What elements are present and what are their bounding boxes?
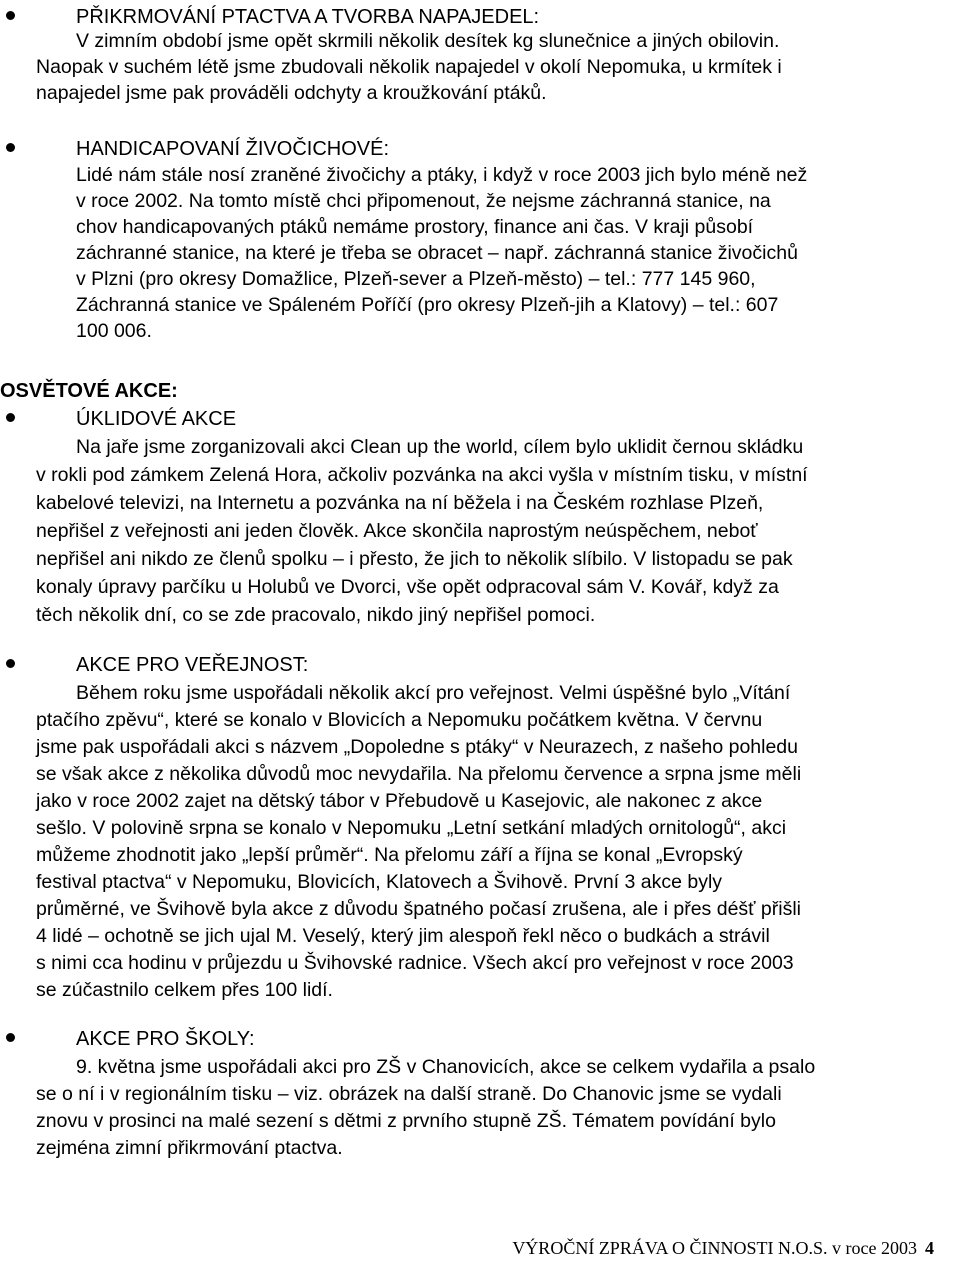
paragraph-line: Záchranná stanice ve Spáleném Poříčí (pro okresy Plzeň-jih a Klatovy) – tel.: 607 xyxy=(76,294,779,316)
bullet-icon xyxy=(6,143,15,152)
footer-title: VÝROČNÍ ZPRÁVA O ČINNOSTI N.O.S. v roce 2003 xyxy=(512,1238,917,1258)
paragraph-line: V zimním období jsme opět skrmili několik desítek kg slunečnice a jiných obilovin. xyxy=(76,30,780,52)
page-number: 4 xyxy=(925,1238,934,1258)
paragraph-line: se o ní i v regionálním tisku – viz. obrázek na další straně. Do Chanovic jsme se vydali xyxy=(36,1083,782,1105)
section-heading: ÚKLIDOVÉ AKCE xyxy=(76,408,237,430)
paragraph-line: Během roku jsme uspořádali několik akcí pro veřejnost. Velmi úspěšné bylo „Vítání xyxy=(76,682,791,704)
paragraph-line: jsme pak uspořádali akci s názvem „Dopoledne s ptáky“ v Neurazech, z našeho pohledu xyxy=(36,736,798,758)
bullet-icon xyxy=(6,11,15,20)
paragraph-line: festival ptactva“ v Nepomuku, Blovicích, Klatovech a Švihově. První 3 akce byly xyxy=(36,871,723,893)
paragraph-line: se však akce z několika důvodů moc nevydařila. Na přelomu července a srpna jsme měli xyxy=(36,763,802,785)
section-heading: HANDICAPOVANÍ ŽIVOČICHOVÉ: xyxy=(76,138,390,160)
paragraph-line: 4 lidé – ochotně se jich ujal M. Veselý, který jim alespoň řekl něco o budkách a strávil xyxy=(36,925,770,947)
paragraph-line: Na jaře jsme zorganizovali akci Clean up the world, cílem bylo uklidit černou skládku xyxy=(76,436,804,458)
paragraph-line: v roce 2002. Na tomto místě chci připomenout, že nejsme záchranná stanice, na xyxy=(76,190,771,212)
paragraph-line: jako v roce 2002 zajet na dětský tábor v Přebudově u Kasejovic, ale nakonec z akce xyxy=(36,790,763,812)
paragraph-line: konaly úpravy parčíku u Holubů ve Dvorci, vše opět odpracoval sám V. Kovář, když za xyxy=(36,576,779,598)
paragraph-line: znovu v prosinci na malé sezení s dětmi z prvního stupně ZŠ. Tématem povídání bylo xyxy=(36,1110,776,1132)
section-heading: AKCE PRO VEŘEJNOST: xyxy=(76,654,309,676)
paragraph-line: se zúčastnilo celkem přes 100 lidí. xyxy=(36,979,333,1001)
paragraph-line: v rokli pod zámkem Zelená Hora, ačkoliv pozvánka na akci vyšla v místním tisku, v místní xyxy=(36,464,808,486)
paragraph-line: kabelové televizi, na Internetu a pozvánka na ní běžela i na Českém rozhlase Plzeň, xyxy=(36,492,764,514)
paragraph-line: ptačího zpěvu“, které se konalo v Blovicích a Nepomuku počátkem května. V červnu xyxy=(36,709,763,731)
paragraph-line: zejména zimní přikrmování ptactva. xyxy=(36,1137,343,1159)
paragraph-line: těch několik dní, co se zde pracovalo, nikdo jiný nepřišel pomoci. xyxy=(36,604,596,626)
paragraph-line: můžeme zhodnotit jako „lepší průměr“. Na přelomu září a října se konal „Evropský xyxy=(36,844,743,866)
paragraph-line: Naopak v suchém létě jsme zbudovali několik napajedel v okolí Nepomuka, u krmítek i xyxy=(36,56,782,78)
bullet-icon xyxy=(6,413,15,422)
paragraph-line: chov handicapovaných ptáků nemáme prostory, finance ani čas. V kraji působí xyxy=(76,216,754,238)
paragraph-line: s nimi cca hodinu v průjezdu u Švihovské radnice. Všech akcí pro veřejnost v roce 2003 xyxy=(36,952,794,974)
bullet-icon xyxy=(6,1033,15,1042)
paragraph-line: nepřišel z veřejnosti ani jeden člověk. Akce skončila naprostým neúspěchem, neboť xyxy=(36,520,758,542)
section-heading: PŘIKRMOVÁNÍ PTACTVA A TVORBA NAPAJEDEL: xyxy=(76,6,540,28)
section-title: OSVĚTOVÉ AKCE: xyxy=(0,380,178,402)
paragraph-line: Lidé nám stále nosí zraněné živočichy a ptáky, i když v roce 2003 jich bylo méně než xyxy=(76,164,808,186)
paragraph-line: záchranné stanice, na které je třeba se obracet – např. záchranná stanice živočichů xyxy=(76,242,798,264)
paragraph-line: nepřišel ani nikdo ze členů spolku – i přesto, že jich to několik slíbilo. V listopadu se pak xyxy=(36,548,793,570)
bullet-icon xyxy=(6,659,15,668)
paragraph-line: 9. května jsme uspořádali akci pro ZŠ v Chanovicích, akce se celkem vydařila a psalo xyxy=(76,1056,816,1078)
paragraph-line: 100 006. xyxy=(76,320,152,342)
paragraph-line: v Plzni (pro okresy Domažlice, Plzeň-sever a Plzeň-město) – tel.: 777 145 960, xyxy=(76,268,756,290)
paragraph-line: sešlo. V polovině srpna se konalo v Nepomuku „Letní setkání mladých ornitologů“, akci xyxy=(36,817,787,839)
section-heading: AKCE PRO ŠKOLY: xyxy=(76,1028,255,1050)
page-footer xyxy=(512,1236,934,1260)
paragraph-line: průměrné, ve Švihově byla akce z důvodu špatného počasí zrušena, ale i přes déšť přišli xyxy=(36,898,801,920)
paragraph-line: napajedel jsme pak prováděli odchyty a kroužkování ptáků. xyxy=(36,82,547,104)
